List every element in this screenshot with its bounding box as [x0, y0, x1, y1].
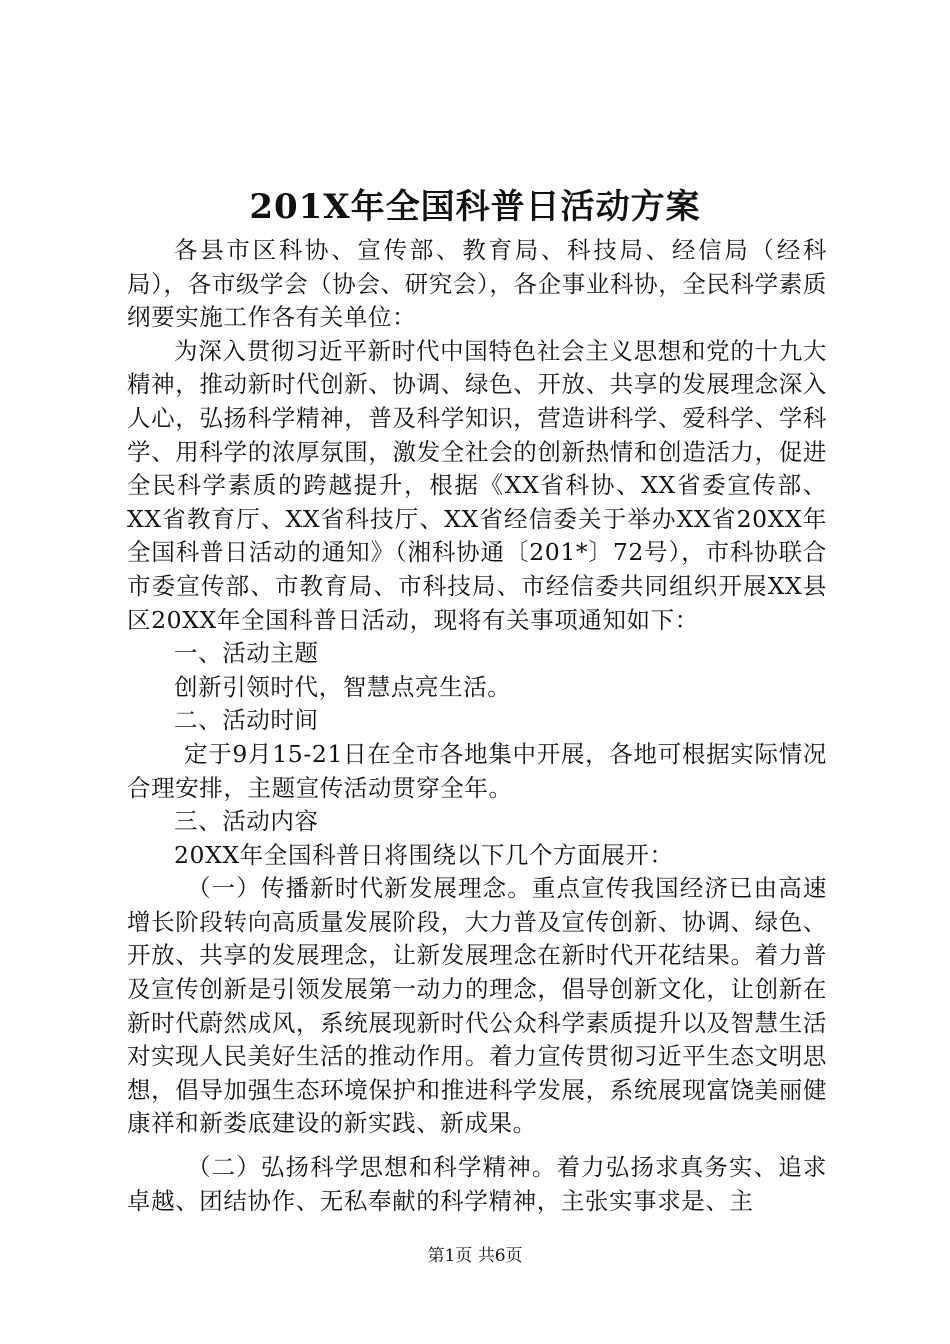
salutation-paragraph: 各县市区科协、宣传部、教育局、科技局、经信局（经科局），各市级学会（协会、研究会），各企事业科协，全民科学素质纲要实施工作各有关单位：	[127, 236, 827, 332]
document-body	[127, 234, 827, 1218]
section-heading-theme: 一、活动主题	[174, 639, 319, 668]
intro-paragraph: 为深入贯彻习近平新时代中国特色社会主义思想和党的十九大精神，推动新时代创新、协调、绿色、开放、共享的发展理念深入人心，弘扬科学精神，普及科学知识，营造讲科学、爱科学、学科学、用科学的浓厚氛围，激发全社会的创新热情和创造活力，促进全民科学素质的跨越提升，根据《XX省科协、XX省委宣传部、XX省教育厅、XX省科技厅、XX省经信委关于举办XX省20XX年全国科普日活动的通知》（湘科协通〔201*〕72号），市科协联合市委宣传部、市教育局、市科技局、市经信委共同组织开展XX县区20XX年全国科普日活动，现将有关事项通知如下：	[127, 336, 827, 634]
subsection-paragraph-1: （一）传播新时代新发展理念。重点宣传我国经济已由高速增长阶段转向高质量发展阶段，大力普及宣传创新、协调、绿色、开放、共享的发展理念，让新发展理念在新时代开花结果。着力普及宣传创新是引领发展第一动力的理念，倡导创新文化，让创新在新时代蔚然成风，系统展现新时代公众科学素质提升以及智慧生活对实现人民美好生活的推动作用。着力宣传贯彻习近平生态文明思想，倡导加强生态环境保护和推进科学发展，系统展现富饶美丽健康祥和新娄底建设的新实践、新成果。	[127, 874, 827, 1138]
document-title: 201X年全国科普日活动方案	[249, 187, 701, 227]
subsection-paragraph-2: （二）弘扬科学思想和科学精神。着力弘扬求真务实、追求卓越、团结协作、无私奉献的科学精神，主张实事求是、主	[127, 1153, 827, 1215]
page-number: 第1页 共6页	[427, 1246, 523, 1266]
theme-paragraph: 创新引领时代，智慧点亮生活。	[174, 672, 512, 701]
content-intro-paragraph: 20XX年全国科普日将围绕以下几个方面展开：	[174, 840, 674, 869]
section-heading-time: 二、活动时间	[174, 706, 319, 735]
time-paragraph: 定于9月15-21日在全市各地集中开展，各地可根据实际情况合理安排，主题宣传活动贯穿全年。	[127, 739, 827, 802]
section-heading-content: 三、活动内容	[174, 807, 319, 836]
